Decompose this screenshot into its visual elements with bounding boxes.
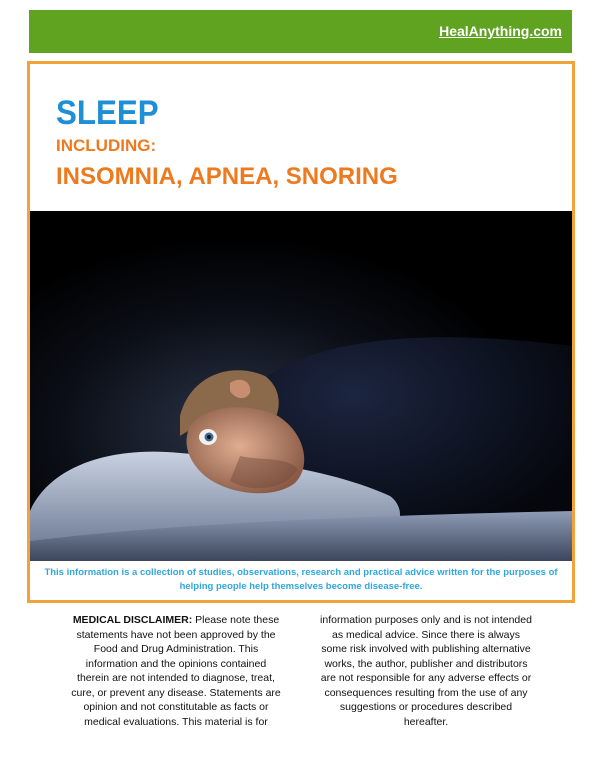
cover-card	[27, 61, 575, 603]
page-title: SLEEP	[56, 94, 159, 132]
disclaimer-column-1	[70, 613, 282, 729]
medical-disclaimer	[70, 613, 532, 729]
top-banner	[29, 10, 572, 53]
cover-caption: This information is a collection of studies, observations, research and practical advice written for the purposes of helping people help themselves become disease-free.	[44, 567, 558, 592]
site-link[interactable]: HealAnything.com	[439, 23, 562, 39]
disclaimer-text-1: Please note these statements have not been approved by the Food and Drug Administration. This information and the opinions contained therein are not intended to diagnose, treat, cure, or prevent any disease. Statements are opinion and not constitutable as facts or medical evaluations. This material is for	[71, 614, 281, 728]
topics-heading: INSOMNIA, APNEA, SNORING	[56, 163, 398, 190]
eye-pupil	[207, 435, 211, 439]
cover-photo	[30, 211, 572, 561]
disclaimer-text-2: information purposes only and is not intended as medical advice. Since there is always some risk involved with publishing alternative works, the author, publisher and distributors are not responsible for any adverse effects or consequences resulting from the use of any suggestions or procedures described hereafter.	[320, 614, 532, 728]
disclaimer-label: MEDICAL DISCLAIMER:	[72, 614, 193, 626]
disclaimer-column-2	[320, 613, 532, 729]
subtitle-including: INCLUDING:	[56, 136, 157, 155]
